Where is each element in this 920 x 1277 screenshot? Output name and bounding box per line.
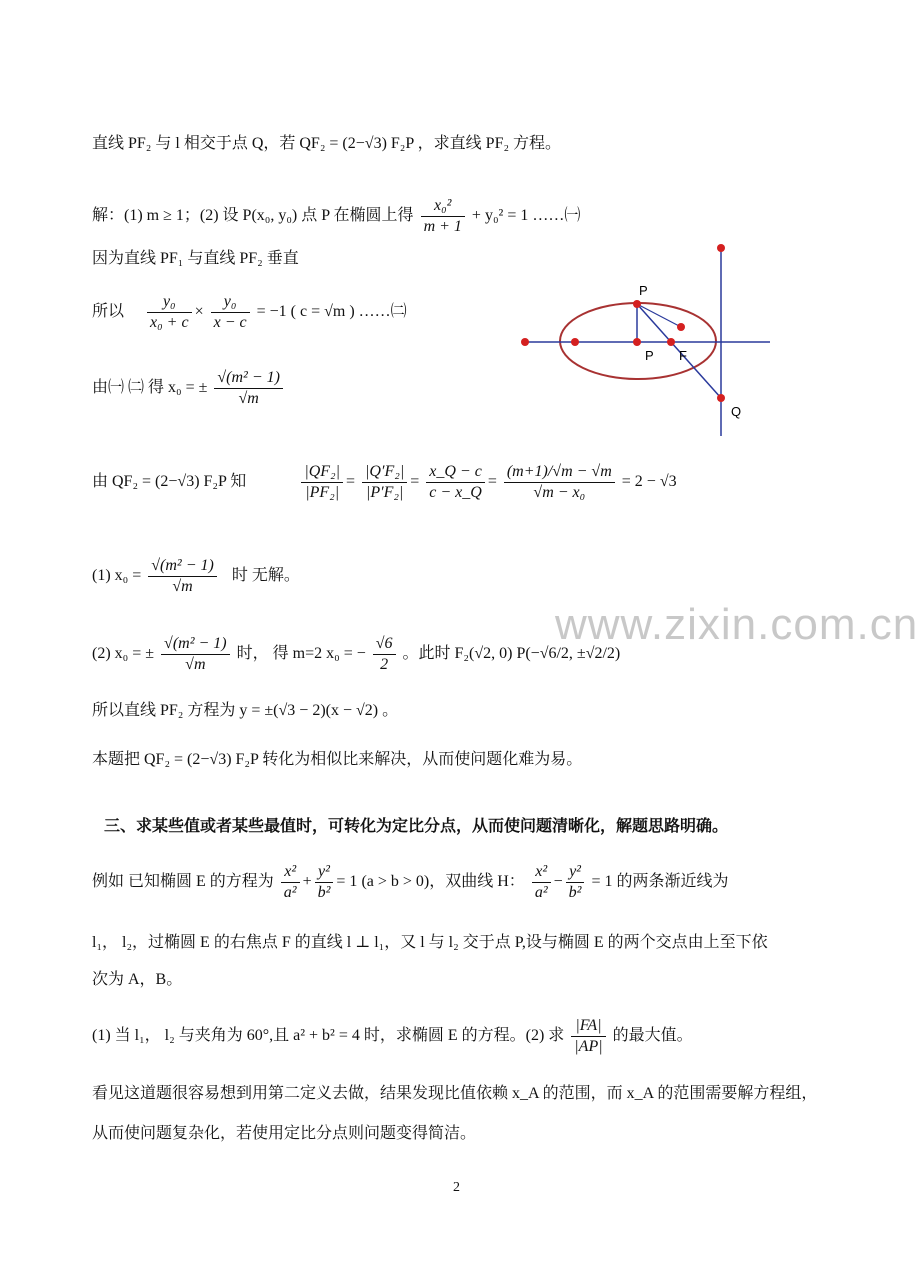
fraction-hx2-a2 <box>532 862 551 903</box>
paragraph-line-1: 看见这道题很容易想到用第二定义去做，结果发现比值依赖 x_A 的范围，而 x_A 的范围需要解方程组， <box>92 1085 818 1102</box>
fraction-numerator: (m+1)/√m − √m <box>504 462 615 483</box>
fraction-denominator: √m <box>238 390 259 407</box>
fraction-denominator: b² <box>568 884 582 901</box>
fraction-numerator: √6 <box>373 634 396 655</box>
fraction-case-two <box>161 634 230 675</box>
fraction-denominator: √m − x₀ <box>533 484 586 501</box>
example-line-2: l₁， l₂，过椭圆 E 的右焦点 F 的直线 l ⊥ l₁，又 l 与 l₂ 交于点 P,设与椭圆 E 的两个交点由上至下依 <box>92 934 768 951</box>
fraction-numerator: y² <box>315 862 334 883</box>
equation-one: + y₀² = 1 ……㈠ <box>471 207 581 225</box>
fraction-numerator: x_Q − c <box>426 462 485 483</box>
fraction-denominator: a² <box>534 884 548 901</box>
example-questions: (1) 当 l₁， l₂ 与夹角为 60°,且 a² + b² = 4 时，求椭圆 E 的方程。(2) 求 <box>92 1027 565 1045</box>
fraction-x2-a2 <box>281 862 300 903</box>
fraction-hy2-b2 <box>566 862 585 903</box>
fraction-numerator: √(m² − 1) <box>161 634 230 655</box>
fraction-denominator: c − x_Q <box>429 484 482 501</box>
fraction-numerator: y₀ <box>147 292 192 313</box>
fraction-denominator: x − c <box>213 314 247 331</box>
equation-two: = −1 ( c = √m ) ……㈡ <box>256 303 407 321</box>
fraction-denominator: |P′F₂| <box>365 484 404 501</box>
fraction-numerator: |QF₂| <box>301 462 343 483</box>
text-line-2 <box>92 196 580 237</box>
watermark: www.zixin.com.cn <box>555 600 919 649</box>
fraction-xq <box>426 462 485 503</box>
ratio-result: = 2 − √3 <box>621 473 677 491</box>
case-two-mid: 时， 得 m=2 x₀ = − <box>236 645 366 663</box>
point-f2 <box>667 338 675 346</box>
fraction-denominator: x₀ + c <box>150 314 189 331</box>
fraction-numerator: y² <box>566 862 585 883</box>
point-p-axis <box>633 338 641 346</box>
text-line-7 <box>92 556 300 597</box>
example-line-1: 例如 已知椭圆 E 的方程为 $\frac{\text{x²}}{\text{a²}}$ + $\frac{\text{y²}}{\text{b²}}$ = 1 (a > b > 0)，双曲线 H： $\frac{\text{x²}}{\text{a²}}$ − $\frac{\text{y²}}{\text{b²}}$ = 1 的两条渐近线为 <box>92 863 729 901</box>
fraction-sqrt6-over-2 <box>373 634 396 675</box>
fraction-qprime-pprime <box>362 462 407 503</box>
example-condition: (a > b > 0)，双曲线 H： <box>361 873 525 891</box>
case-two-label: (2) x₀ = ± <box>92 645 155 663</box>
fraction-numerator: x₀² <box>421 196 465 217</box>
x0-result-label: 由㈠ ㈡ 得 x₀ = ± <box>92 379 208 397</box>
point-q <box>717 394 725 402</box>
fraction-denominator: √m <box>172 578 193 595</box>
example-line-3: 次为 A，B。 <box>92 971 183 988</box>
text-line-10: 本题把 QF₂ = (2−√3) F₂P 转化为相似比来解决，从而使问题化难为易。 <box>92 751 583 768</box>
text-line-6: 由 QF₂ = (2−√3) F₂P 知 $\frac{\text{|QF₂|}}{\text{|PF₂|}}$ = $\frac{\text{|Q′F₂|}}{\text{|P′F₂|}}$ = $\frac{x\_Q - c}{c - x\_Q}$ = $\frac{(m+1)/√m - √m}{\text{√m − x₀}}$ = 2 − √3 <box>92 463 677 501</box>
fraction-x0 <box>214 368 283 409</box>
point-focus-left <box>571 338 579 346</box>
text-line-5 <box>92 368 286 409</box>
fraction-x0sq-over-m1 <box>421 196 465 237</box>
fraction-numerator: |FA| <box>571 1016 605 1037</box>
fraction-denominator: a² <box>283 884 297 901</box>
fraction-case-one <box>148 556 217 597</box>
text-line-4: 所以 $\frac{\text{y₀}}{\text{x₀ + c}}$ × $\frac{\text{y₀}}{x - c}$ = −1 ( c = √m ) ……㈡ <box>92 293 407 331</box>
section-heading-3: 三、求某些值或者某些最值时，可转化为定比分点，从而使问题清晰化，解题思路明确。 <box>104 818 729 835</box>
fraction-denominator: m + 1 <box>423 218 462 235</box>
text-line-8 <box>92 634 620 675</box>
label-suoyi: 所以 <box>92 303 125 321</box>
fraction-numerator: √(m² − 1) <box>148 556 217 577</box>
fraction-denominator: |AP| <box>574 1038 603 1055</box>
text-line-1: 直线 PF₂ 与 l 相交于点 Q，若 QF₂ = (2−√3) F₂P ，求直线 PF₂ 方程。 <box>92 135 562 152</box>
example-max: 的最大值。 <box>612 1027 693 1045</box>
page-number: 2 <box>453 1180 460 1195</box>
label-q: Q <box>731 404 742 419</box>
fraction-slope-1 <box>147 292 192 333</box>
fraction-fa-ap <box>571 1016 605 1057</box>
case-one-label: (1) x₀ = <box>92 567 142 585</box>
label-p-axis: P <box>645 348 654 363</box>
fraction-numerator: y₀ <box>211 292 250 313</box>
ellipse-figure <box>505 240 795 440</box>
text-line-3: 因为直线 PF₁ 与直线 PF₂ 垂直 <box>92 250 299 267</box>
label-p-top: P <box>639 283 648 298</box>
fraction-denominator: |PF₂| <box>305 484 340 501</box>
text-line-9: 所以直线 PF₂ 方程为 y = ±(√3 − 2)(x − √2) 。 <box>92 702 399 719</box>
example-intro: 例如 已知椭圆 E 的方程为 <box>92 873 274 891</box>
point-top <box>717 244 725 252</box>
solution-start: 解：(1) m ≥ 1；(2) 设 P(x₀, y₀) 点 P 在椭圆上得 <box>92 207 414 225</box>
point-left-end <box>521 338 529 346</box>
example-asymptotes: = 1 的两条渐近线为 <box>591 873 729 891</box>
case-two-points: 。此时 F₂(√2, 0) P(−√6/2, ±√2/2) <box>402 645 621 663</box>
fraction-denominator: √m <box>185 656 206 673</box>
fraction-qf-pf <box>301 462 343 503</box>
paragraph-line-2: 从而使问题复杂化，若使用定比分点则问题变得简洁。 <box>92 1125 477 1142</box>
example-line-4 <box>92 1016 693 1057</box>
case-one-result: 时 无解。 <box>231 567 300 585</box>
fraction-numerator: x² <box>532 862 551 883</box>
fraction-denominator: b² <box>317 884 331 901</box>
point-ellipse <box>677 323 685 331</box>
fraction-denominator: 2 <box>380 656 389 673</box>
fraction-compound <box>504 462 615 503</box>
label-f: F <box>679 348 687 363</box>
fraction-numerator: √(m² − 1) <box>214 368 283 389</box>
point-p-top <box>633 300 641 308</box>
fraction-numerator: x² <box>281 862 300 883</box>
fraction-numerator: |Q′F₂| <box>362 462 407 483</box>
ratio-condition: 由 QF₂ = (2−√3) F₂P 知 <box>92 473 247 491</box>
fraction-y2-b2 <box>315 862 334 903</box>
fraction-slope-2 <box>211 292 250 333</box>
